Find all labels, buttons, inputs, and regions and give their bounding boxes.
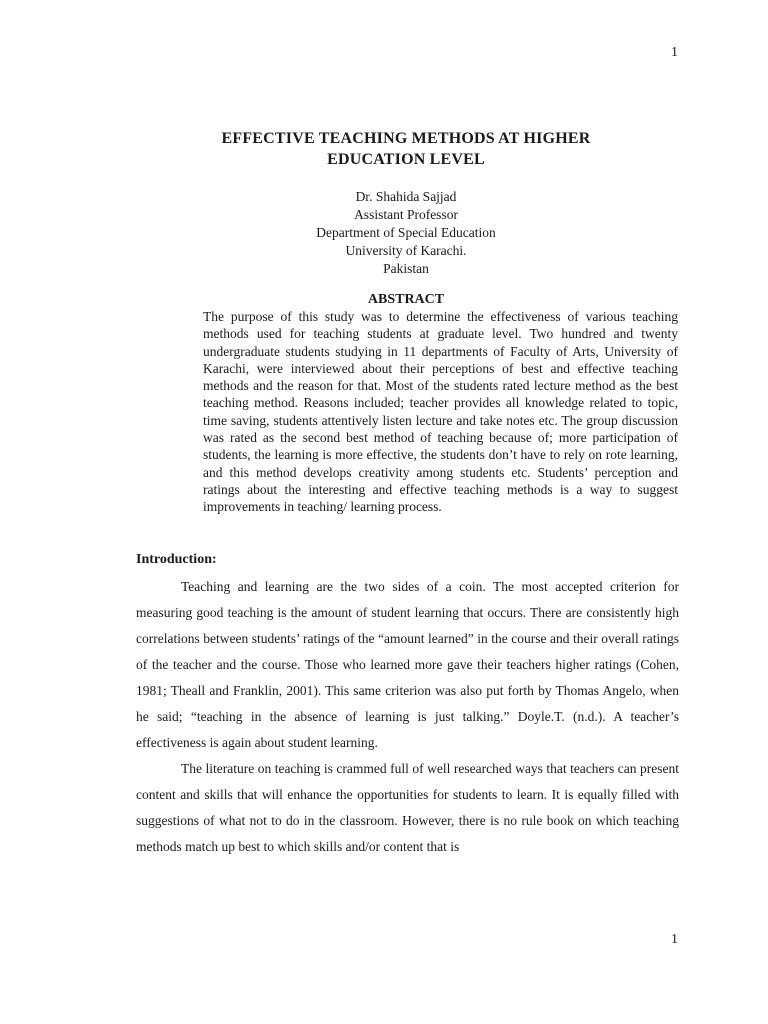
author-university: University of Karachi. [345,243,467,258]
abstract-heading: ABSTRACT [367,292,445,307]
paper-title-line-1: EFFECTIVE TEACHING METHODS AT HIGHER [221,130,591,147]
page-number-bottom: 1 [671,932,678,947]
page-number-top: 1 [671,45,678,60]
introduction-paragraph-1: Teaching and learning are the two sides of a coin. The most accepted criterion for measuring good teaching is the amount of student learning that occurs. There are consistently high correlations between students’ ratings of the “amount learned” in the course and their overall ratings of the teacher and the course. Those who learned more gave their teachers higher ratings (Cohen, 1981; Theall and Franklin, 2001). This same criterion was also put forth by Thomas Angelo, when he said; “teaching in the absence of learning is just talking.” Doyle.T. (n.d.). A teacher’s effectiveness is again about student learning. [136,579,679,750]
author-department: Department of Special Education [316,225,496,240]
paper-title [0,128,768,170]
author-block [0,188,768,278]
author-name: Dr. Shahida Sajjad [355,189,457,204]
author-position: Assistant Professor [354,207,458,222]
introduction-body [136,574,679,860]
paper-title-line-2: EDUCATION LEVEL [327,151,485,168]
author-country: Pakistan [383,261,429,276]
abstract-body: The purpose of this study was to determine the effectiveness of various teaching methods used for teaching students at graduate level. Two hundred and twenty undergraduate students studying in 11 departments of Faculty of Arts, University of Karachi, were interviewed about their perceptions of best and effective teaching methods and the reason for that. Most of the students rated lecture method as the best teaching method. Reasons included; teacher provides all knowledge related to topic, time saving, students attentively listen lecture and take notes etc. The group discussion was rated as the second best method of teaching because of; more participation of students, the learning is more effective, the students don’t have to rely on rote learning, and this method develops creativity among students etc. Students’ perception and ratings about the interesting and effective teaching methods is a way to suggest improvements in teaching/ learning process. [203,309,678,515]
introduction-heading: Introduction: [136,552,217,567]
introduction-paragraph-2: The literature on teaching is crammed full of well researched ways that teachers can present content and skills that will enhance the opportunities for students to learn. It is equally filled with suggestions of what not to do in the classroom. However, there is no rule book on which teaching methods match up best to which skills and/or content that is [136,761,679,854]
